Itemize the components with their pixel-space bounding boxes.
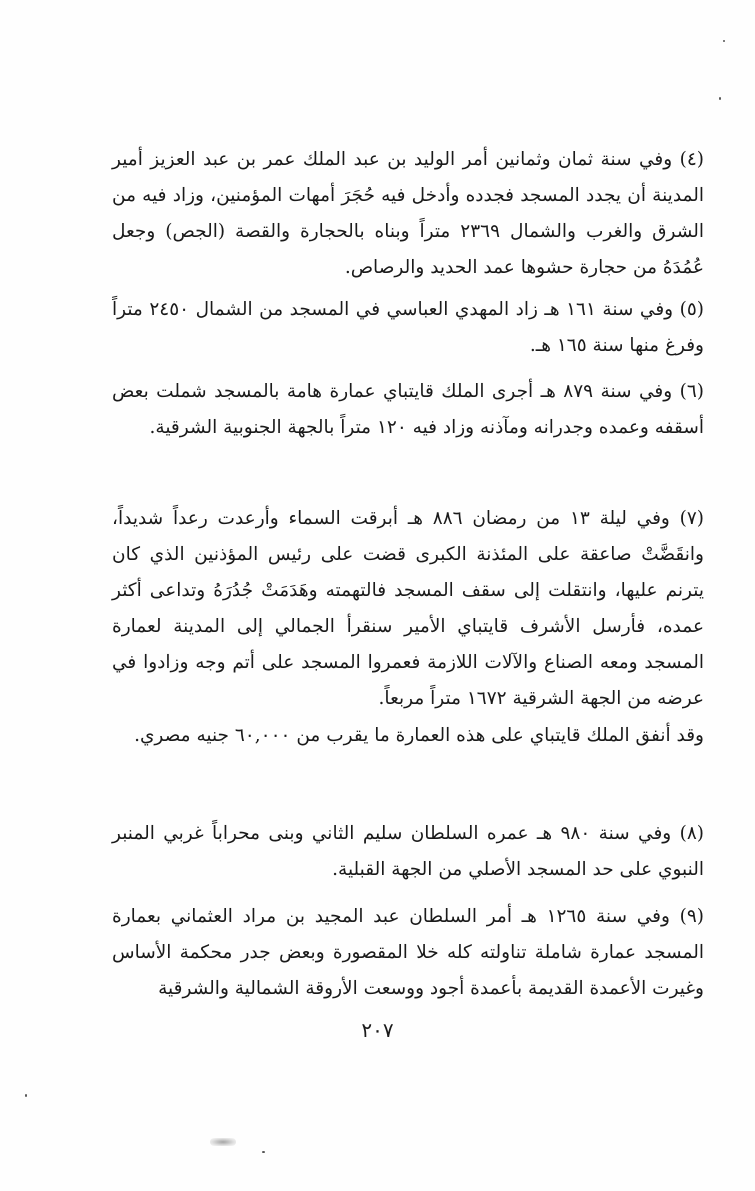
paragraph-item-7: (٧) وفي ليلة ١٣ من رمضان ٨٨٦ هـ أبرقت السماء وأرعدت رعداً شديداً، وانقَضَّتْ صاعقة على المئذنة الكبرى قضت على رئيس المؤذنين الذي كان يترنم عليها، وانتقلت إلى سقف المسجد فالتهمته وهَدَمَتْ جُدُرَهُ وتداعى أكثر عمده، فأرسل الأشرف قايتباي الأمير سنقرأ الجمالي إلى المدينة لعمارة المسجد ومعه الصناع والآلات اللازمة فعمروا المسجد على أتم وجه وزادوا في عرضه من الجهة الشرقية ١٦٧٢ متراً مربعاً. [112,508,704,709]
scan-smudge [210,1138,236,1146]
paragraph-item-9: (٩) وفي سنة ١٢٦٥ هـ أمر السلطان عبد المجيد بن مراد العثماني بعمارة المسجد عمارة شاملة تناولته كله خلا المقصورة وبعض جدر محكمة الأساس وغيرت الأعمدة القديمة بأعمدة أجود ووسعت الأروقة الشمالية والشرقية [112,906,704,999]
scan-speck [262,1151,265,1153]
paragraph-item-4: (٤) وفي سنة ثمان وثمانين أمر الوليد بن عبد الملك عمر بن عبد العزيز أمير المدينة أن يجدد المسجد فجدده وأدخل فيه حُجَرَ أمهات المؤمنين، وزاد فيه من الشرق والغرب والشمال ٢٣٦٩ متراً وبناه بالحجارة والقصة (الجص) وجعل عُمُدَهُ من حجارة حشوها عمد الحديد والرصاص. [112,149,705,278]
paragraph-item-6: (٦) وفي سنة ٨٧٩ هـ أجرى الملك قايتباي عمارة هامة بالمسجد شملت بعض أسقفه وعمده وجدرانه ومآذنه وزاد فيه ١٢٠ متراً بالجهة الجنوبية الشرقية. [112,381,705,438]
scan-speck [719,97,721,100]
paragraph-item-5: (٥) وفي سنة ١٦١ هـ زاد المهدي العباسي في المسجد من الشمال ٢٤٥٠ متراً وفرغ منها سنة ١٦٥ هـ. [112,299,704,356]
scan-speck [723,40,725,42]
scan-speck [25,1094,27,1097]
paragraph-expense-note: وقد أنفق الملك قايتباي على هذه العمارة ما يقرب من ٦٠,٠٠٠ جنيه مصري. [134,725,704,746]
paragraph-item-8: (٨) وفي سنة ٩٨٠ هـ عمره السلطان سليم الثاني وبنى محراباً غربي المنبر النبوي على حد المسجد الأصلي من الجهة القبلية. [112,823,704,880]
page-number: ٢٠٧ [361,1018,394,1042]
